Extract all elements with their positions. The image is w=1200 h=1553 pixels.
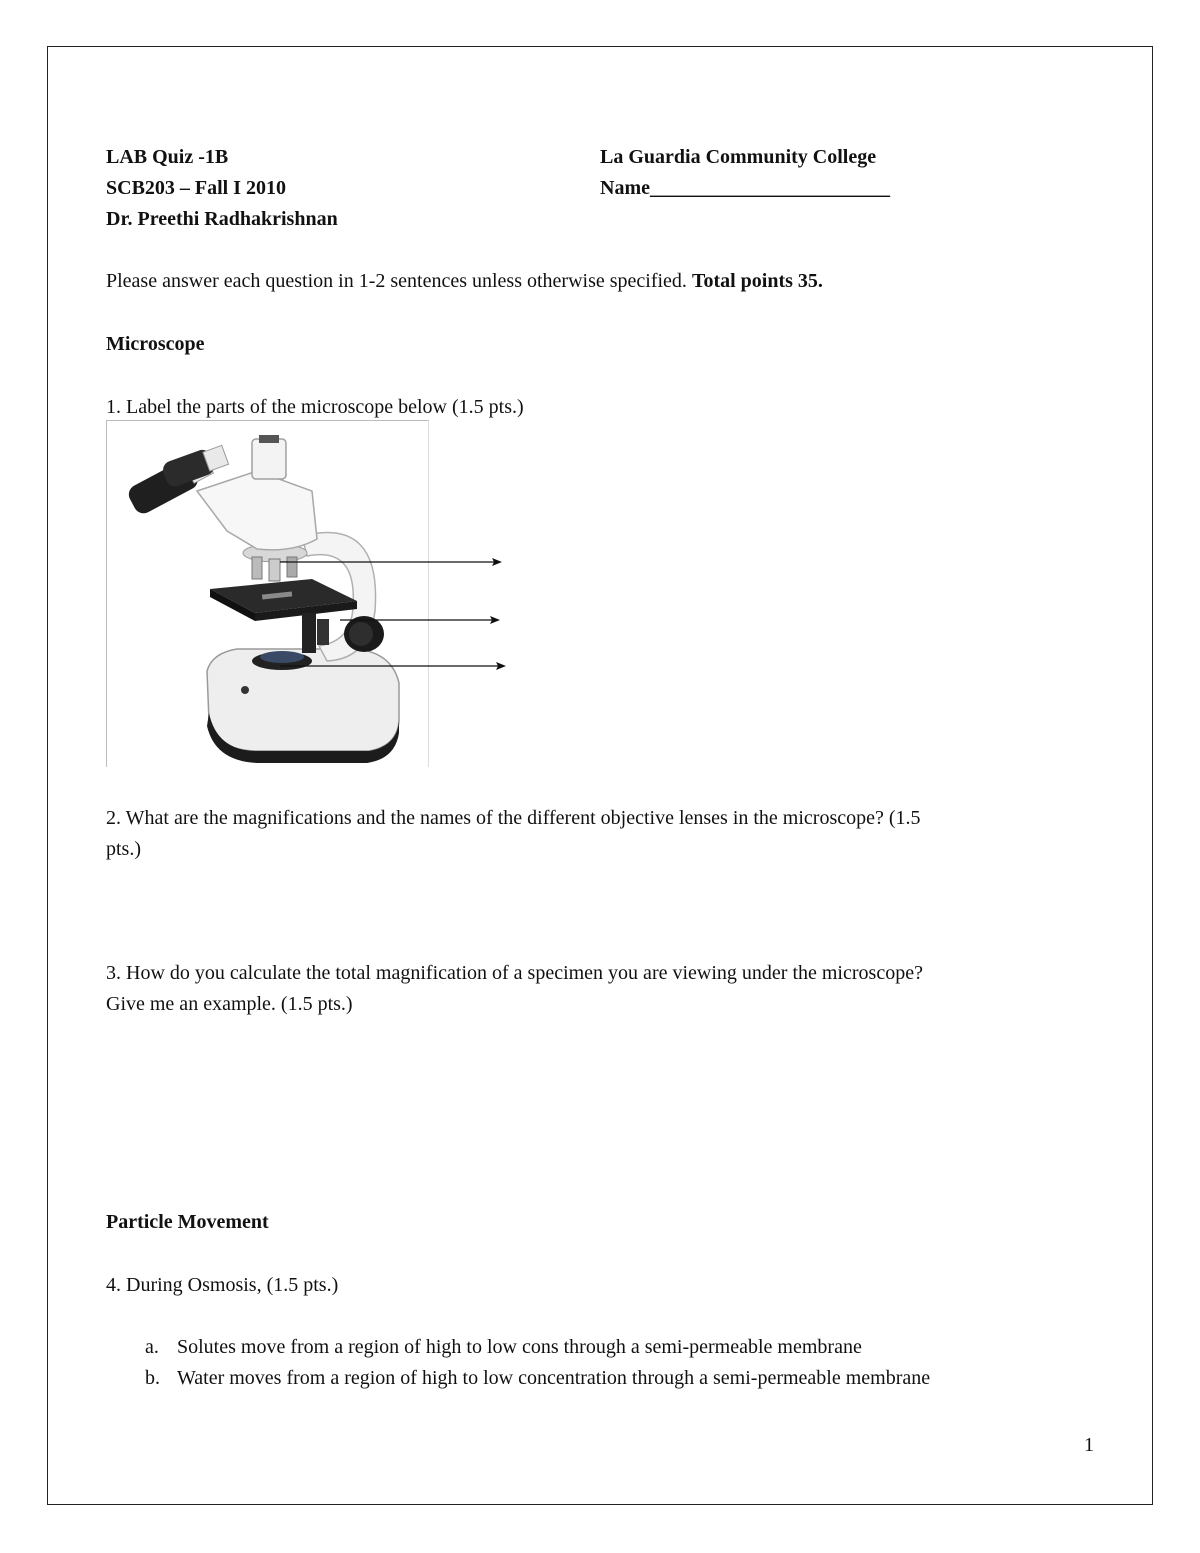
- option-b: [145, 1366, 930, 1390]
- instructions: [106, 269, 823, 293]
- option-marker: a.: [145, 1336, 159, 1358]
- question-2-line-1: 2. What are the magnifications and the names of the different objective lenses in the microscope? (1.5: [106, 807, 921, 829]
- question-3-line-2: Give me an example. (1.5 pts.): [106, 993, 353, 1015]
- question-2-line-2: pts.): [106, 838, 141, 860]
- question-3-line-1: 3. How do you calculate the total magnification of a specimen you are viewing under the microscope?: [106, 962, 923, 984]
- section-heading-microscope: Microscope: [106, 333, 205, 355]
- option-marker: b.: [145, 1367, 160, 1389]
- course-code: SCB203 – Fall I 2010: [106, 177, 287, 199]
- option-text: Water moves from a region of high to low concentration through a semi-permeable membrane: [177, 1367, 931, 1389]
- arrow-right-icon: [280, 558, 502, 566]
- total-points: Total points 35.: [691, 270, 823, 292]
- arrow-right-icon: [340, 616, 500, 624]
- instructions-text: Please answer each question in 1-2 sentences unless otherwise specified.: [106, 270, 692, 292]
- instructor-name: Dr. Preethi Radhakrishnan: [106, 208, 338, 230]
- page-number: 1: [1084, 1434, 1094, 1456]
- arrow-right-icon: [280, 662, 506, 670]
- option-a: [145, 1335, 862, 1359]
- question-1: 1. Label the parts of the microscope below (1.5 pts.): [106, 396, 524, 418]
- option-text: Solutes move from a region of high to low cons through a semi-permeable membrane: [177, 1336, 862, 1358]
- college-name: La Guardia Community College: [600, 146, 877, 168]
- question-4: 4. During Osmosis, (1.5 pts.): [106, 1274, 339, 1296]
- label-arrows: [280, 540, 520, 680]
- section-heading-particle-movement: Particle Movement: [106, 1211, 269, 1233]
- quiz-title: LAB Quiz -1B: [106, 146, 229, 168]
- student-name-field[interactable]: Name________________________: [600, 177, 890, 199]
